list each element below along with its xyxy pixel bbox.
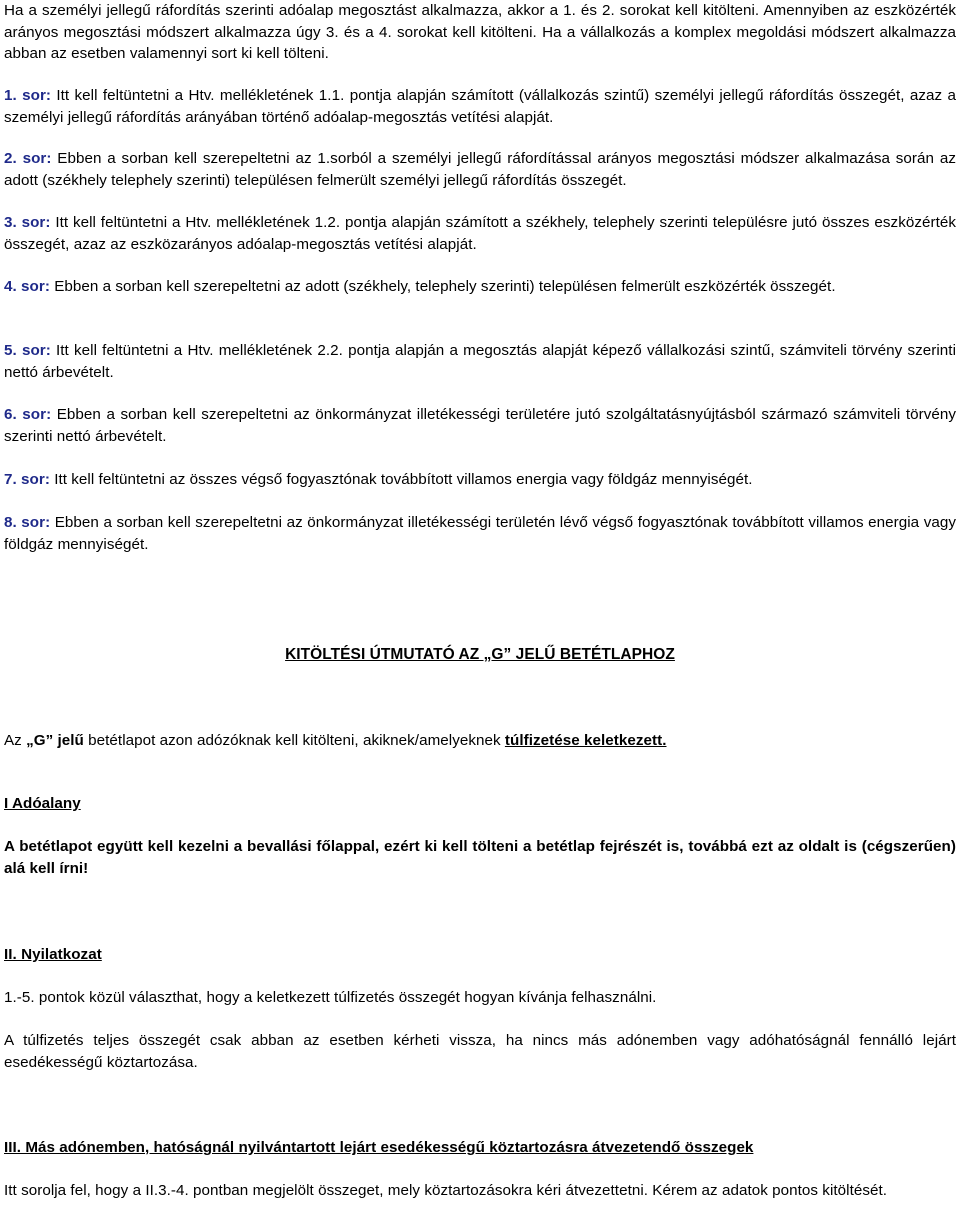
row-1-text: Itt kell feltüntetni a Htv. mellékletének 1.1. pontja alapján számított (vállalkozás szintű) személyi jellegű ráfordítás összegét, azaz a személyi jellegű ráfordítás arányában történő adóalap-megosztás vetítési alapját. <box>4 87 956 126</box>
row-8-text: Ebben a sorban kell szerepeltetni az önkormányzat illetékességi területén lévő végső fogyasztónak továbbított villamos energia vagy földgáz mennyiségét. <box>4 514 956 553</box>
row-3-description <box>4 212 956 255</box>
row-1-description <box>4 85 956 128</box>
row-2-label: 2. sor: <box>4 150 52 167</box>
row-8-label: 8. sor: <box>4 514 51 531</box>
intro-paragraph: Ha a személyi jellegű ráfordítás szerinti adóalap megosztást alkalmazza, akkor a 1. és 2. sorokat kell kitölteni. Amennyiben az eszközérték arányos megosztási módszert alkalmazza úgy 3. és a 4. sorokat kell kitölteni. Ha a vállalkozás a komplex megoldási módszert alkalmazza abban az esetben valamennyi sort ki kell tölteni. <box>4 2 956 62</box>
section-3-heading: III. Más adónemben, hatóságnál nyilvántartott lejárt esedékességű köztartozásra átvezetendő összegek <box>4 1139 754 1156</box>
section-2-paragraph-2: A túlfizetés teljes összegét csak abban az esetben kérheti vissza, ha nincs más adónemben vagy adóhatóságnál fennálló lejárt esedékességű köztartozása. <box>4 1032 956 1071</box>
row-2-description <box>4 148 956 191</box>
section-3-text: Itt sorolja fel, hogy a II.3.-4. pontban megjelölt összeget, mely köztartozásokra kéri átvezettetni. Kérem az adatok pontos kitöltését. <box>4 1182 888 1199</box>
section-2-heading: II. Nyilatkozat <box>4 946 102 963</box>
row-1-label: 1. sor: <box>4 87 52 104</box>
section-2-paragraph-1: 1.-5. pontok közül választhat, hogy a keletkezett túlfizetés összegét hogyan kívánja felhasználni. <box>4 989 657 1006</box>
g-intro-paragraph <box>4 730 956 752</box>
section-1-text: A betétlapot együtt kell kezelni a bevallási főlappal, ezért ki kell tölteni a betétlap fejrészét is, továbbá ezt az oldalt is (cégszerűen) alá kell írni! <box>4 838 956 877</box>
row-3-text: Itt kell feltüntetni a Htv. mellékletének 1.2. pontja alapján számított a székhely, telephely szerinti településre jutó összes eszközérték összegét, azaz az eszközarányos adóalap-megosztás vetítési alapját. <box>4 214 956 253</box>
row-5-label: 5. sor: <box>4 342 51 359</box>
row-5-text: Itt kell feltüntetni a Htv. mellékletének 2.2. pontja alapján a megosztás alapját képező vállalkozási szintű, számviteli törvény szerinti nettó árbevételt. <box>4 342 956 381</box>
guide-title: KITÖLTÉSI ÚTMUTATÓ AZ „G” JELŰ BETÉTLAPHOZ <box>285 646 675 663</box>
row-6-label: 6. sor: <box>4 406 52 423</box>
row-3-label: 3. sor: <box>4 214 51 231</box>
row-4-label: 4. sor: <box>4 278 50 295</box>
row-4-description <box>4 276 956 298</box>
row-7-text: Itt kell feltüntetni az összes végső fogyasztónak továbbított villamos energia vagy földgáz mennyiségét. <box>49 471 753 488</box>
row-6-description <box>4 404 956 447</box>
g-intro-pre: Az <box>4 732 27 749</box>
g-intro-bold: „G” jelű <box>26 732 84 749</box>
row-8-description <box>4 512 956 555</box>
g-intro-mid: betétlapot azon adózóknak kell kitölteni, akiknek/amelyeknek <box>83 732 505 749</box>
row-7-label: 7. sor: <box>4 471 50 488</box>
row-6-text: Ebben a sorban kell szerepeltetni az önkormányzat illetékességi területére jutó szolgáltatásnyújtásból származó számviteli törvény szerinti nettó árbevételt. <box>4 406 956 445</box>
g-intro-emphasis: túlfizetése keletkezett. <box>504 732 667 749</box>
section-1-heading: I Adóalany <box>4 795 81 812</box>
row-2-text: Ebben a sorban kell szerepeltetni az 1.sorból a személyi jellegű ráfordítással arányos megosztási módszer alkalmazása során az adott (székhely telephely szerinti) településen felmerült személyi jellegű ráfordítás összegét. <box>4 150 956 189</box>
row-4-text: Ebben a sorban kell szerepeltetni az adott (székhely, telephely szerinti) településen felmerült eszközérték összegét. <box>49 278 836 295</box>
row-5-description <box>4 340 956 383</box>
row-7-description <box>4 469 956 491</box>
